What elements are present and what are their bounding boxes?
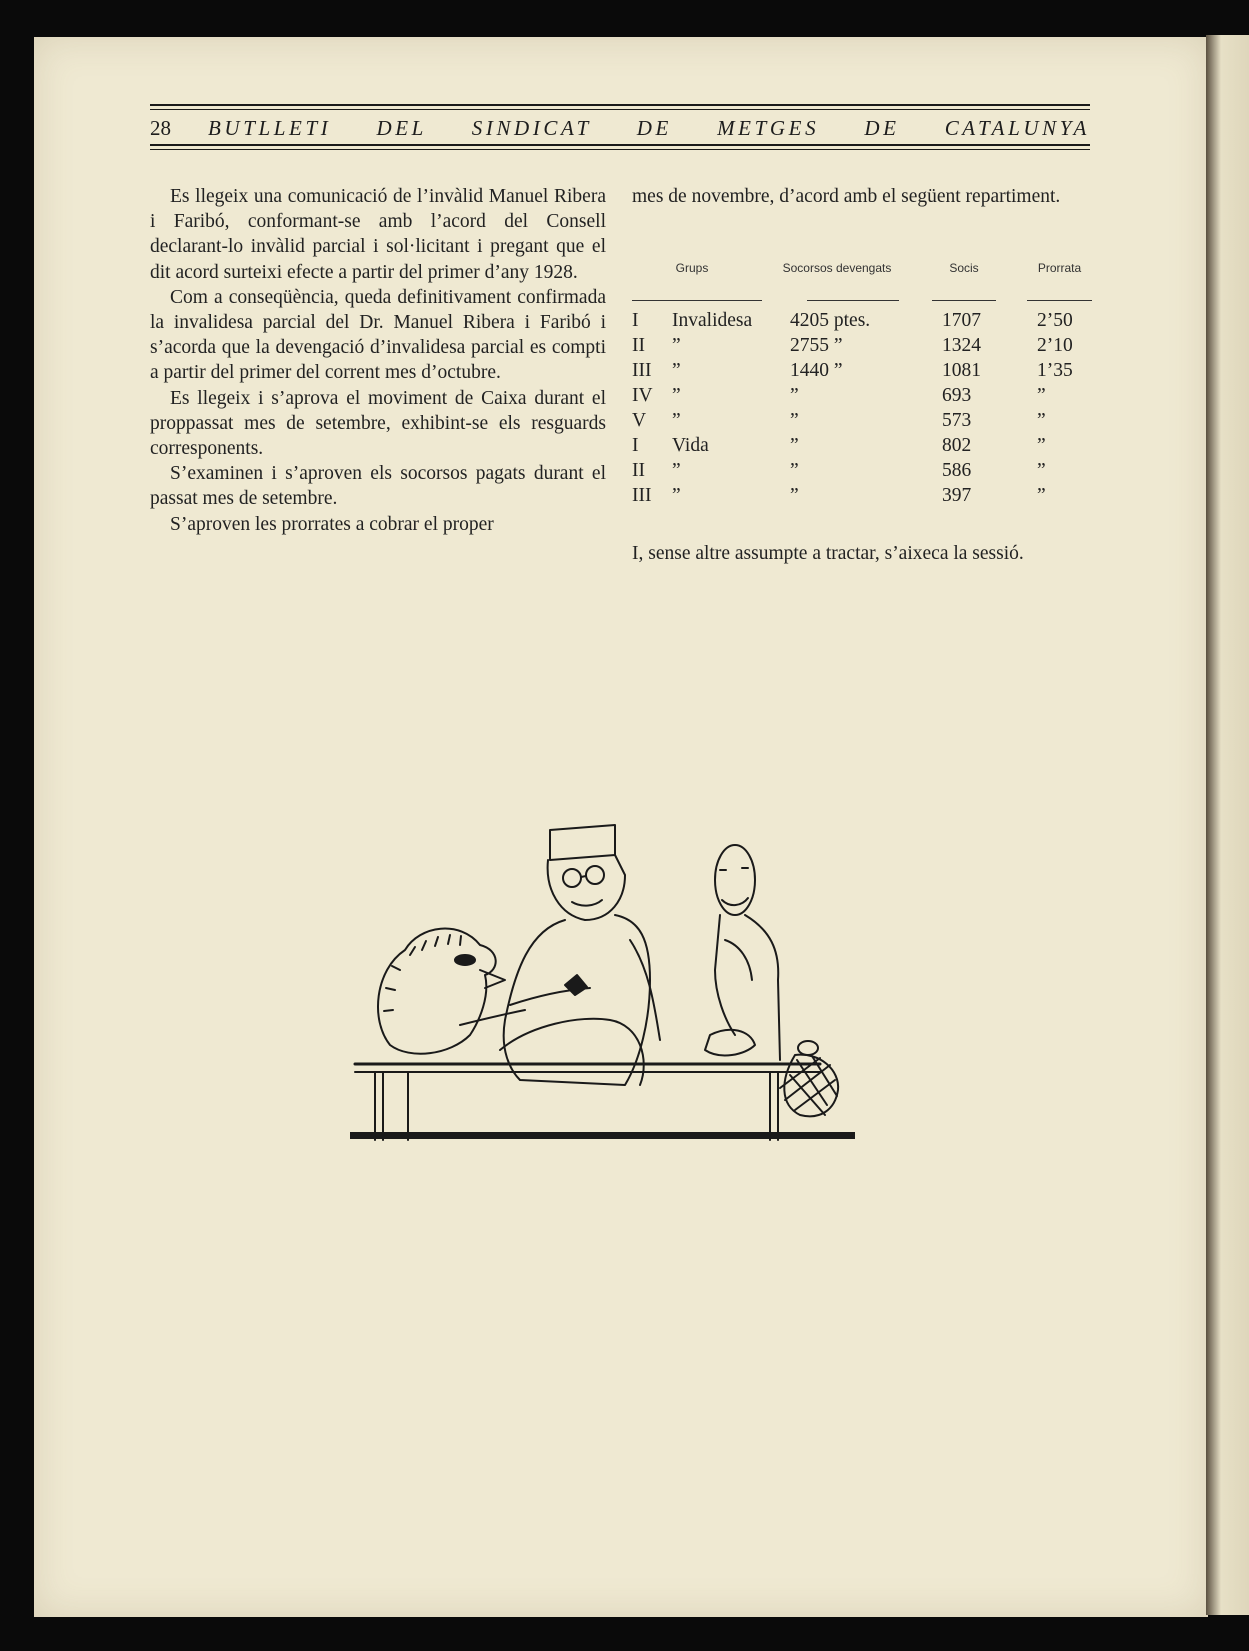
socorsos-value: 4205 ptes.	[790, 310, 871, 331]
socorsos-value: ”	[790, 485, 799, 506]
running-header	[150, 104, 1090, 156]
left-column	[150, 184, 606, 537]
group-number: II	[632, 460, 645, 481]
prorrata-value: 2’10	[1037, 335, 1073, 356]
group-name: ”	[672, 385, 681, 406]
socis-value: 586	[942, 460, 972, 481]
paragraph: S’aproven les prorrates a cobrar el proper	[170, 513, 494, 535]
journal-title: BUTLLETI DEL SINDICAT DE METGES DE CATALUNYA	[208, 115, 1090, 140]
prorrata-value: 2’50	[1037, 310, 1073, 331]
socorsos-value: ”	[790, 385, 799, 406]
group-number: III	[632, 360, 652, 381]
paragraph: Es llegeix una comunicació de l’invàlid Manuel Ribera i Faribó, conformant-se amb l’acord del Consell declarant-lo invàlid parcial i sol·licitant i pregant que el dit acord surteixi efecte a partir del primer d’any 1928.	[150, 186, 606, 283]
socis-value: 573	[942, 410, 972, 431]
header-rule	[150, 109, 1090, 110]
next-page-edge	[1206, 35, 1249, 1615]
right-column	[632, 184, 1092, 209]
socis-value: 693	[942, 385, 972, 406]
header-rule	[150, 104, 1090, 106]
header-underline	[632, 300, 762, 301]
header-line	[150, 114, 1090, 142]
socis-value: 802	[942, 435, 972, 456]
socis-value: 397	[942, 485, 972, 506]
paragraph: Es llegeix i s’aprova el moviment de Caixa durant el proppassat mes de setembre, exhibint-se els resguards corresponents.	[150, 387, 606, 460]
group-name: ”	[672, 460, 681, 481]
socorsos-value: 1440 ”	[790, 360, 843, 381]
prorrata-value: 1’35	[1037, 360, 1073, 381]
column-header-prorrata: Prorrata	[1037, 261, 1082, 275]
prorrata-value: ”	[1037, 485, 1046, 506]
table-row	[632, 310, 1092, 335]
cartoon-illustration	[350, 820, 890, 1145]
header-underline	[932, 300, 996, 301]
group-number: II	[632, 335, 645, 356]
column-header-socis: Socis	[949, 261, 979, 275]
table-row	[632, 485, 1092, 510]
socis-value: 1081	[942, 360, 981, 381]
group-number: III	[632, 485, 652, 506]
closing-paragraph: I, sense altre assumpte a tractar, s’aixeca la sessió.	[632, 543, 1024, 564]
prorrata-value: ”	[1037, 435, 1046, 456]
header-underline	[1027, 300, 1092, 301]
paragraph: Com a conseqüència, queda definitivament confirmada la invalidesa parcial del Dr. Manuel Ribera i Faribó i s’acorda que la devengació d’invalidesa parcial es compti a partir del primer del corrent mes d’octubre.	[150, 286, 606, 384]
column-header-socorsos: Socorsos devengats	[782, 261, 892, 275]
socis-value: 1324	[942, 335, 981, 356]
prorrata-value: ”	[1037, 460, 1046, 481]
column-header-grups: Grups	[675, 261, 709, 275]
prorrata-value: ”	[1037, 385, 1046, 406]
socorsos-value: ”	[790, 410, 799, 431]
group-number: V	[632, 410, 647, 431]
table-row	[632, 335, 1092, 360]
group-name: ”	[672, 360, 681, 381]
table-row	[632, 385, 1092, 410]
group-name: Invalidesa	[672, 310, 753, 331]
header-rule	[150, 149, 1090, 150]
header-underline	[807, 300, 899, 301]
group-number: IV	[632, 385, 653, 406]
socorsos-value: ”	[790, 460, 799, 481]
header-rule	[150, 144, 1090, 146]
socorsos-value: 2755 ”	[790, 335, 843, 356]
table-row	[632, 410, 1092, 435]
table-row	[632, 460, 1092, 485]
socis-value: 1707	[942, 310, 981, 331]
paragraph: S’examinen i s’aproven els socorsos pagats durant el passat mes de setembre.	[150, 463, 606, 510]
group-name: ”	[672, 335, 681, 356]
prorrata-value: ”	[1037, 410, 1046, 431]
page-number: 28	[150, 115, 171, 140]
group-number: I	[632, 435, 639, 456]
group-name: ”	[672, 410, 681, 431]
group-name: Vida	[672, 435, 709, 456]
table-row	[632, 435, 1092, 460]
socorsos-value: ”	[790, 435, 799, 456]
group-number: I	[632, 310, 639, 331]
paragraph: mes de novembre, d’acord amb el següent repartiment.	[632, 186, 1061, 207]
group-name: ”	[672, 485, 681, 506]
table-row	[632, 360, 1092, 385]
